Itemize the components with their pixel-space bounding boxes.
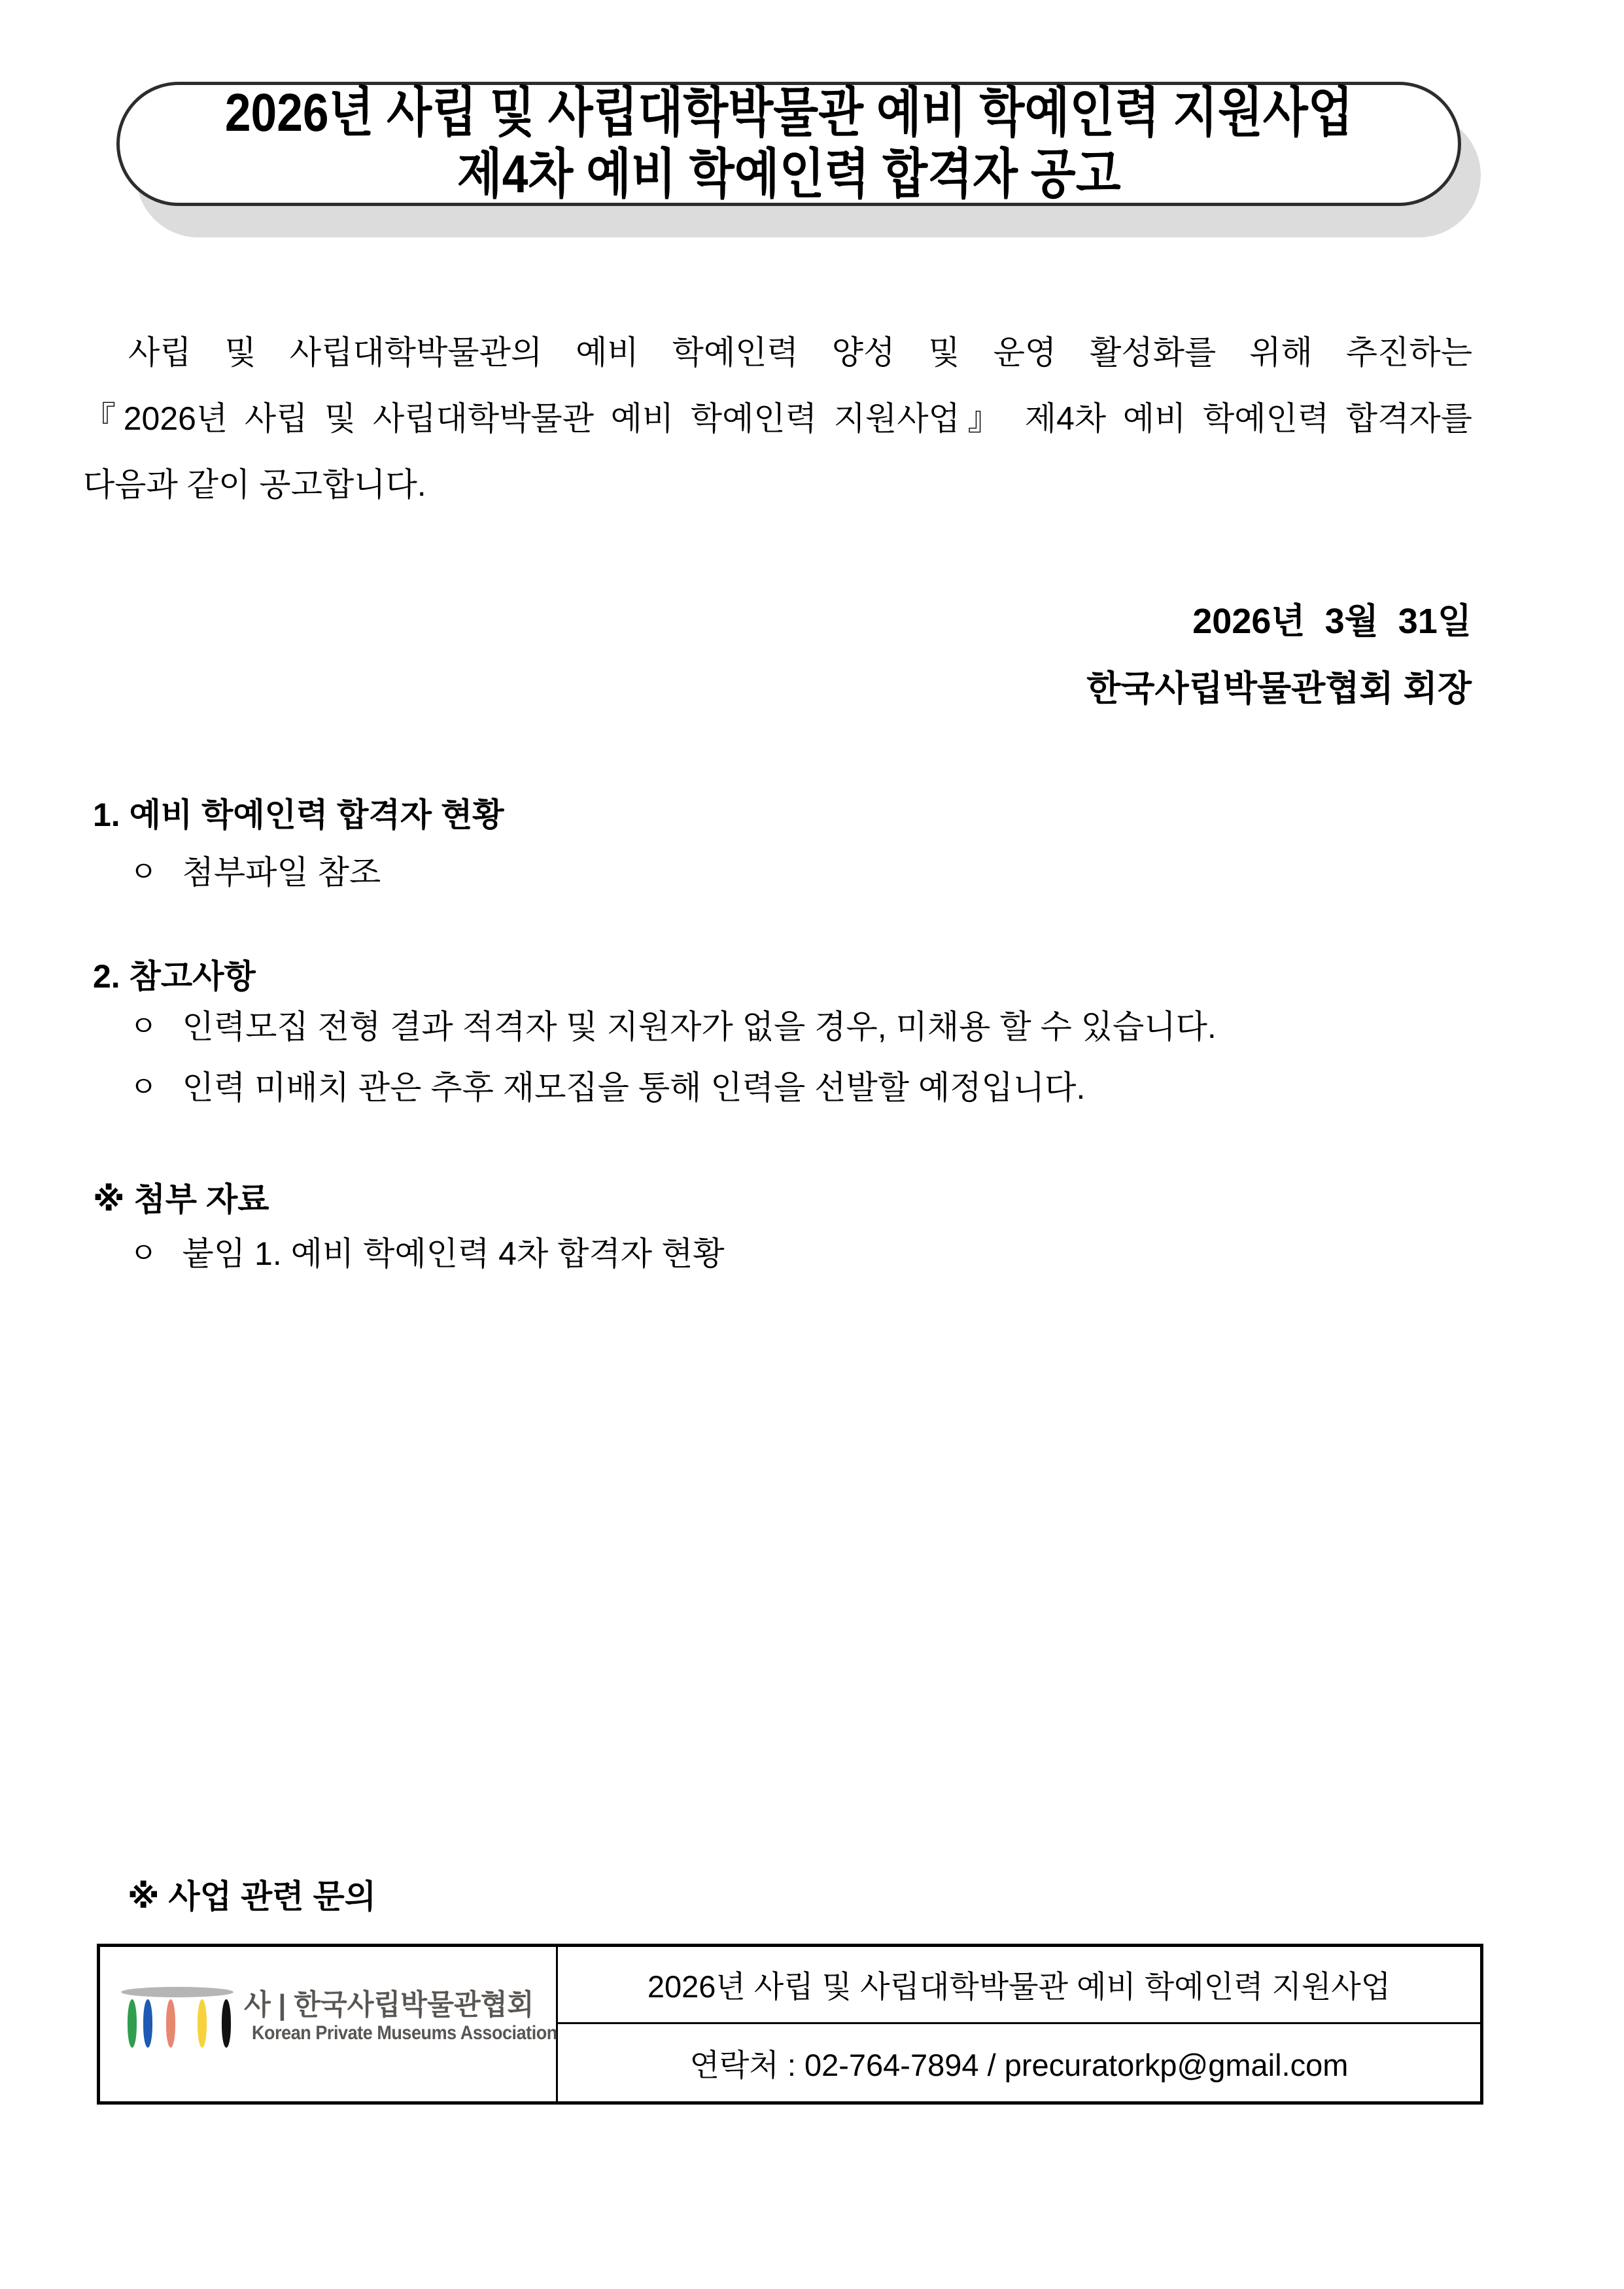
bullet-text: 인력모집 전형 결과 적격자 및 지원자가 없을 경우, 미채용 할 수 있습니다. bbox=[182, 1008, 1217, 1045]
signature: 한국사립박물관협회 회장 bbox=[1086, 669, 1472, 708]
footer-contact-table bbox=[97, 1944, 1483, 2105]
title-line-1: 2026년 사립 및 사립대학박물관 예비 학예인력 지원사업 bbox=[224, 83, 1353, 143]
logo-english-name: Korean Private Museums Association bbox=[252, 2022, 557, 2044]
bullet-text: 첨부파일 참조 bbox=[182, 854, 381, 891]
intro-line-1: 사립 및 사립대학박물관의 예비 학예인력 양성 및 운영 활성화를 위해 추진하는 bbox=[128, 334, 1472, 371]
intro-line-3: 다음과 같이 공고합니다. bbox=[83, 466, 426, 503]
logo-bar-green-icon bbox=[128, 1999, 137, 2048]
bullet-marker-icon: ㅇ bbox=[130, 1071, 158, 1103]
section-2-heading: 2. 참고사항 bbox=[93, 958, 256, 995]
intro-paragraph bbox=[83, 320, 1472, 518]
title-line-2: 제4차 예비 학예인력 합격자 공고 bbox=[457, 145, 1121, 204]
logo-bar-coral-icon bbox=[166, 1999, 175, 2048]
bullet-marker-icon: ㅇ bbox=[130, 1237, 158, 1269]
footer-contact-heading: ※ 사업 관련 문의 bbox=[128, 1878, 377, 1915]
title-box bbox=[116, 82, 1461, 206]
association-logo-cell bbox=[100, 1947, 558, 2101]
attachment-bullet-1 bbox=[130, 1234, 725, 1273]
intro-line-2: 『2026년 사립 및 사립대학박물관 예비 학예인력 지원사업』 제4차 예비 학예인력 합격자를 bbox=[83, 400, 1472, 437]
logo-bar-yellow-icon bbox=[198, 1999, 207, 2048]
footer-contact-info: 연락처 : 02-764-7894 / precuratorkp@gmail.com bbox=[689, 2047, 1349, 2082]
bullet-marker-icon: ㅇ bbox=[130, 1010, 158, 1042]
announcement-date: 2026년 3월 31일 bbox=[1192, 602, 1472, 641]
bullet-text: 붙임 1. 예비 학예인력 4차 합격자 현황 bbox=[182, 1235, 725, 1272]
date-signature-block bbox=[1086, 588, 1472, 723]
section-1-bullet-1 bbox=[130, 853, 381, 892]
footer-program-name: 2026년 사립 및 사립대학박물관 예비 학예인력 지원사업 bbox=[558, 1947, 1480, 2024]
section-2-bullet-1 bbox=[130, 1007, 1217, 1046]
bullet-marker-icon: ㅇ bbox=[130, 856, 158, 888]
logo-roof-icon bbox=[121, 1987, 233, 1997]
bullet-text: 인력 미배치 관은 추후 재모집을 통해 인력을 선발할 예정입니다. bbox=[182, 1069, 1086, 1106]
section-2-bullet-2 bbox=[130, 1068, 1085, 1107]
logo-bar-blue-icon bbox=[143, 1999, 152, 2048]
logo-bar-black-icon bbox=[222, 1999, 231, 2048]
attachment-heading: ※ 첨부 자료 bbox=[93, 1181, 269, 1218]
logo-korean-name: 사 | 한국사립박물관협회 bbox=[244, 1989, 534, 2021]
section-1-heading: 1. 예비 학예인력 합격자 현황 bbox=[93, 797, 504, 833]
